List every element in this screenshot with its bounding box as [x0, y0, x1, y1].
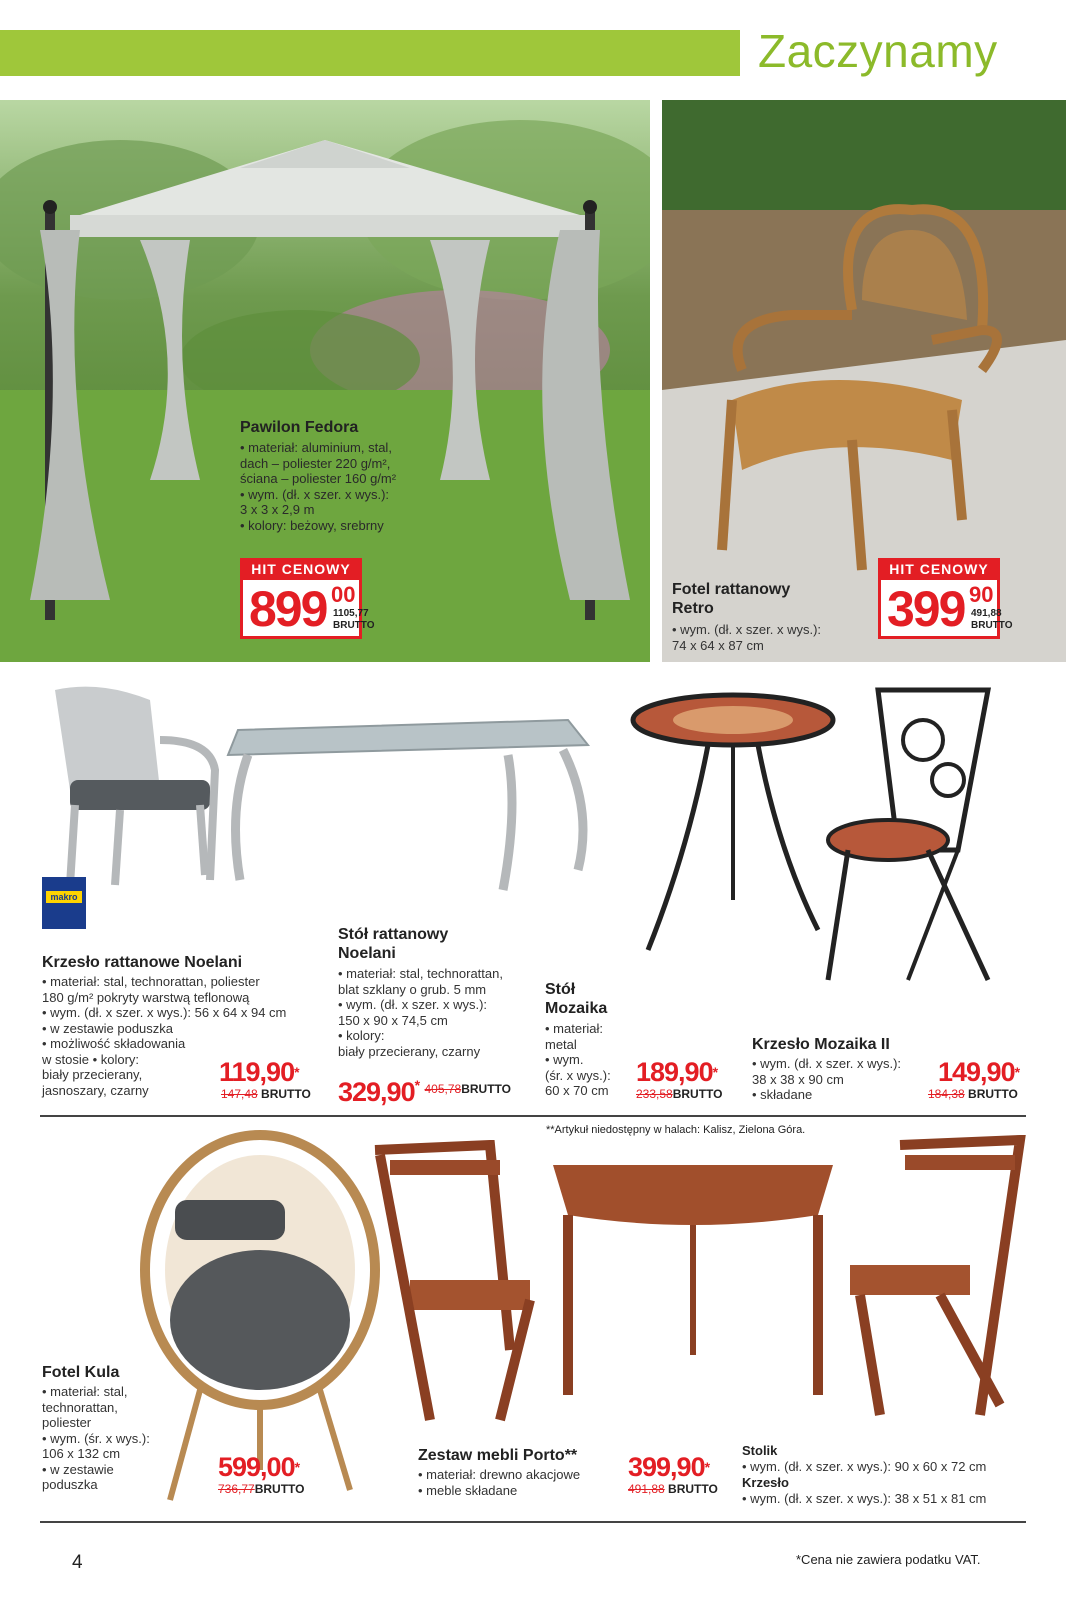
stol-noelani-title-line2: Noelani	[338, 945, 396, 962]
krzeslo-mozaika-spec: 38 x 38 x 90 cm	[752, 1071, 844, 1087]
krzeslo-noelani-spec: • materiał: stal, technorattan, poliester	[42, 974, 260, 989]
hit-cenowy-label: HIT CENOWY	[251, 561, 351, 577]
pawilon-spec: • wym. (dł. x szer. x wys.):	[240, 486, 390, 502]
krzeslo-mozaika-price: 149,90	[938, 1057, 1015, 1087]
fotel-retro-title: Fotel rattanowy	[672, 581, 791, 598]
page-number: 4	[72, 1552, 83, 1573]
krzeslo-mozaika-spec: • wym. (dł. x szer. x wys.):	[752, 1056, 902, 1071]
krzeslo-mozaika-info	[752, 1035, 932, 1103]
noelani-table-illustration	[218, 710, 598, 900]
brutto-label: BRUTTO	[672, 1087, 723, 1101]
pawilon-spec: • materiał: aluminium, stal,	[240, 440, 392, 455]
krzeslo-mozaika-spec: • składane	[752, 1087, 813, 1102]
porto-info	[418, 1446, 628, 1498]
fotel-kula-spec: 106 x 132 cm	[42, 1446, 121, 1461]
krzeslo-noelani-spec: • wym. (dł. x szer. x wys.): 56 x 64 x 94 cm	[42, 1005, 287, 1020]
rattan-chair-photo	[662, 100, 1066, 662]
fotel-retro-info	[672, 580, 872, 653]
stol-noelani-spec: • materiał: stal, technorattan,	[338, 966, 503, 981]
stol-mozaika-spec: • materiał:	[545, 1021, 604, 1036]
porto-chair-right-illustration	[840, 1135, 1030, 1425]
porto-dimensions	[742, 1443, 1042, 1506]
stol-noelani-spec: • wym. (dł. x szer. x wys.):	[338, 997, 488, 1012]
fotel-kula-spec: poliester	[42, 1415, 92, 1430]
fotel-kula-spec: • w zestawie	[42, 1461, 114, 1477]
stol-noelani-price: 329,90	[338, 1077, 415, 1107]
krzeslo-noelani-price-block: 119,90* 147,48 BRUTTO	[219, 1057, 311, 1101]
krzeslo-noelani-title: Krzesło rattanowe Noelani	[42, 954, 243, 971]
stol-mozaika-spec: metal	[545, 1036, 577, 1052]
krzeslo-dims: • wym. (dł. x szer. x wys.): 38 x 51 x 81 cm	[742, 1490, 987, 1506]
stol-mozaika-title: Stół	[545, 981, 576, 998]
krzeslo-noelani-spec: • w zestawie poduszka	[42, 1020, 174, 1036]
brutto-label: BRUTTO	[968, 1087, 1018, 1101]
fotel-retro-gross: 491,88	[971, 608, 1002, 619]
krzeslo-mozaika-price-block: 149,90* 184,38 BRUTTO	[928, 1057, 1020, 1101]
footer-divider	[40, 1521, 1026, 1523]
fotel-kula-title: Fotel Kula	[42, 1364, 120, 1381]
pawilon-price-tag	[240, 558, 375, 639]
stolik-label: Stolik	[742, 1443, 778, 1458]
stol-mozaika-price-block: 189,90* 233,58BRUTTO	[636, 1057, 723, 1101]
krzeslo-noelani-spec: 180 g/m² pokryty warstwą teflonową	[42, 989, 250, 1005]
pawilon-gross: 1105,77	[333, 608, 369, 619]
pawilon-spec: ściana – poliester 160 g/m²	[240, 471, 397, 486]
fotel-retro-spec: • wym. (dł. x szer. x wys.):	[672, 622, 822, 637]
krzeslo-noelani-gross: 147,48	[221, 1087, 258, 1101]
brutto-label: BRUTTO	[971, 620, 1013, 631]
noelani-chair-illustration	[40, 680, 220, 890]
makro-logo-text: makro	[46, 891, 82, 903]
pawilon-spec: 3 x 3 x 2,9 m	[240, 502, 315, 517]
pawilon-price-main: 899	[249, 581, 327, 637]
krzeslo-mozaika-gross: 184,38	[928, 1087, 965, 1101]
brutto-label: BRUTTO	[461, 1082, 511, 1096]
rattan-chair-illustration	[662, 100, 1066, 662]
krzeslo-noelani-spec: • możliwość składowania	[42, 1036, 186, 1051]
krzeslo-mozaika-title: Krzesło Mozaika II	[752, 1036, 890, 1053]
header-band	[0, 30, 740, 76]
stol-mozaika-spec: 60 x 70 cm	[545, 1083, 609, 1098]
brutto-label: BRUTTO	[261, 1087, 311, 1101]
fotel-retro-price-cents: 90	[969, 582, 994, 607]
vat-note: *Cena nie zawiera podatku VAT.	[796, 1552, 981, 1567]
hit-cenowy-label: HIT CENOWY	[889, 561, 989, 577]
pawilon-title: Pawilon Fedora	[240, 419, 359, 436]
krzeslo-noelani-price: 119,90	[219, 1057, 295, 1087]
stol-noelani-spec: 150 x 90 x 74,5 cm	[338, 1012, 448, 1028]
porto-title: Zestaw mebli Porto**	[418, 1447, 578, 1464]
brutto-label: BRUTTO	[333, 620, 375, 631]
fotel-retro-price-tag	[878, 558, 1013, 639]
fotel-kula-price: 599,00	[218, 1452, 295, 1482]
brutto-label: BRUTTO	[668, 1482, 718, 1496]
pawilon-spec: • kolory: beżowy, srebrny	[240, 517, 384, 533]
fotel-kula-spec: • materiał: stal,	[42, 1384, 128, 1399]
krzeslo-noelani-spec: jasnoszary, czarny	[42, 1082, 149, 1098]
mozaika-table-illustration	[628, 690, 838, 970]
pawilon-info	[240, 418, 470, 533]
porto-gross: 491,88	[628, 1482, 665, 1496]
porto-price: 399,90	[628, 1452, 705, 1482]
fotel-kula-spec: technorattan,	[42, 1399, 118, 1415]
fotel-kula-spec: • wym. (śr. x wys.):	[42, 1430, 150, 1446]
pawilon-price-cents: 00	[331, 582, 356, 607]
unavailable-note: **Artykuł niedostępny w halach: Kalisz, Zielona Góra.	[546, 1124, 806, 1136]
stol-mozaika-spec: • wym.	[545, 1052, 584, 1067]
stol-noelani-spec: biały przecierany, czarny	[338, 1043, 481, 1059]
fotel-retro-spec: 74 x 64 x 87 cm	[672, 637, 764, 653]
stol-noelani-spec: blat szklany o grub. 5 mm	[338, 981, 487, 997]
mozaika-chair-illustration	[818, 680, 1008, 1000]
fotel-kula-info	[42, 1363, 192, 1493]
fotel-retro-price-main: 399	[887, 581, 965, 637]
stol-mozaika-spec: (śr. x wys.):	[545, 1067, 611, 1083]
stol-mozaika-title-line2: Mozaika	[545, 1000, 608, 1017]
stol-mozaika-gross: 233,58	[636, 1087, 673, 1101]
porto-spec: • meble składane	[418, 1482, 518, 1498]
stol-noelani-spec: • kolory:	[338, 1028, 385, 1043]
brutto-label: BRUTTO	[254, 1482, 305, 1496]
stol-noelani-info	[338, 925, 538, 1059]
stolik-dims: • wym. (dł. x szer. x wys.): 90 x 60 x 72 cm	[742, 1459, 987, 1474]
stol-noelani-gross: 405,78	[424, 1082, 462, 1096]
fotel-kula-spec: poduszka	[42, 1477, 98, 1492]
fotel-retro-title-line2: Retro	[672, 600, 714, 617]
porto-price-block: 399,90* 491,88 BRUTTO	[628, 1452, 718, 1496]
makro-logo	[42, 877, 86, 929]
porto-chair-left-illustration	[370, 1140, 550, 1430]
porto-spec: • materiał: drewno akacjowe	[418, 1467, 581, 1482]
fotel-kula-gross: 736,77	[218, 1482, 255, 1496]
stol-noelani-price-block: 329,90* $^{405,78BRUTTO}$	[338, 1077, 511, 1107]
pawilon-spec: dach – poliester 220 g/m²,	[240, 455, 391, 471]
section-divider	[40, 1115, 1026, 1117]
krzeslo-noelani-spec: w stosie • kolory:	[42, 1051, 140, 1067]
fotel-kula-price-block: 599,00* 736,77BRUTTO	[218, 1452, 305, 1496]
krzeslo-noelani-spec: biały przecierany,	[42, 1067, 143, 1082]
krzeslo-label: Krzesło	[742, 1474, 789, 1490]
page-heading: Zaczynamy	[758, 25, 998, 77]
stol-mozaika-price: 189,90	[636, 1057, 713, 1087]
stol-mozaika-info	[545, 980, 635, 1099]
porto-table-illustration	[548, 1155, 838, 1405]
stol-noelani-title: Stół rattanowy	[338, 926, 449, 943]
